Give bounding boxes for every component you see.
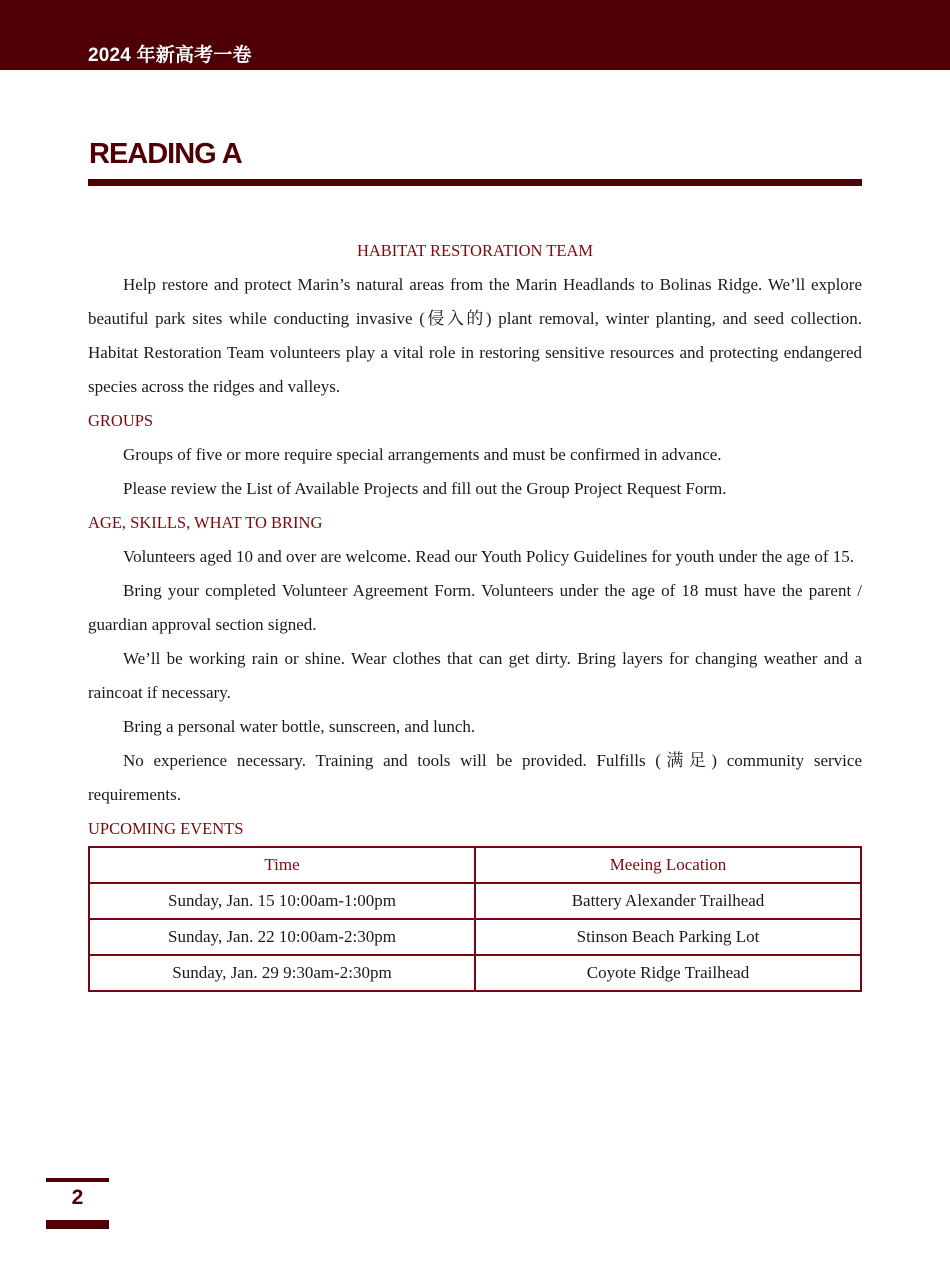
page-number-top-bar [46, 1178, 109, 1182]
article-body [88, 234, 862, 992]
intro-paragraph: Help restore and protect Marin’s natural areas from the Marin Headlands to Bolinas Ridge. We’ll explore beautiful park sites while conducting invasive (侵入的) plant removal, winter planting, and seed collection. Habitat Restoration Team volunteers play a vital role in restoring sensitive resources and protecting endangered species across the ridges and valleys. [88, 275, 862, 396]
event-time: Sunday, Jan. 15 10:00am-1:00pm [89, 883, 475, 919]
event-location: Coyote Ridge Trailhead [475, 955, 861, 991]
exam-title: 2024 年新高考一卷 [88, 45, 252, 66]
page-number: 2 [71, 1186, 84, 1209]
events-table [88, 846, 862, 992]
paragraph: We’ll be working rain or shine. Wear clothes that can get dirty. Bring layers for changing weather and a raincoat if necessary. [88, 649, 862, 702]
table-row [89, 919, 861, 955]
paragraph: No experience necessary. Training and tools will be provided. Fulfills (满足) community service requirements. [88, 751, 862, 804]
page-number-bottom-bar [46, 1220, 109, 1229]
paragraph: Groups of five or more require special arrangements and must be confirmed in advance. [123, 445, 722, 464]
page-number-block [46, 1178, 109, 1230]
event-time: Sunday, Jan. 29 9:30am-2:30pm [89, 955, 475, 991]
page-title: READING A [89, 138, 242, 170]
title-divider [88, 179, 862, 186]
event-location: Stinson Beach Parking Lot [475, 919, 861, 955]
section-heading-upcoming-events: UPCOMING EVENTS [88, 819, 244, 838]
paragraph: Bring your completed Volunteer Agreement Form. Volunteers under the age of 18 must have the parent / guardian approval section signed. [88, 581, 862, 634]
event-time: Sunday, Jan. 22 10:00am-2:30pm [89, 919, 475, 955]
column-header-time: Time [89, 847, 475, 883]
event-location: Battery Alexander Trailhead [475, 883, 861, 919]
section-heading-age-skills: AGE, SKILLS, WHAT TO BRING [88, 513, 323, 532]
top-banner [0, 0, 950, 70]
paragraph: Please review the List of Available Projects and fill out the Group Project Request Form. [123, 479, 727, 498]
article-heading: HABITAT RESTORATION TEAM [356, 241, 594, 260]
table-row [89, 955, 861, 991]
table-row [89, 883, 861, 919]
paragraph: Bring a personal water bottle, sunscreen, and lunch. [123, 717, 476, 736]
section-heading-groups: GROUPS [88, 411, 154, 430]
column-header-location: Meeing Location [475, 847, 861, 883]
table-header-row [89, 847, 861, 883]
paragraph: Volunteers aged 10 and over are welcome. Read our Youth Policy Guidelines for youth under the age of 15. [123, 547, 854, 566]
